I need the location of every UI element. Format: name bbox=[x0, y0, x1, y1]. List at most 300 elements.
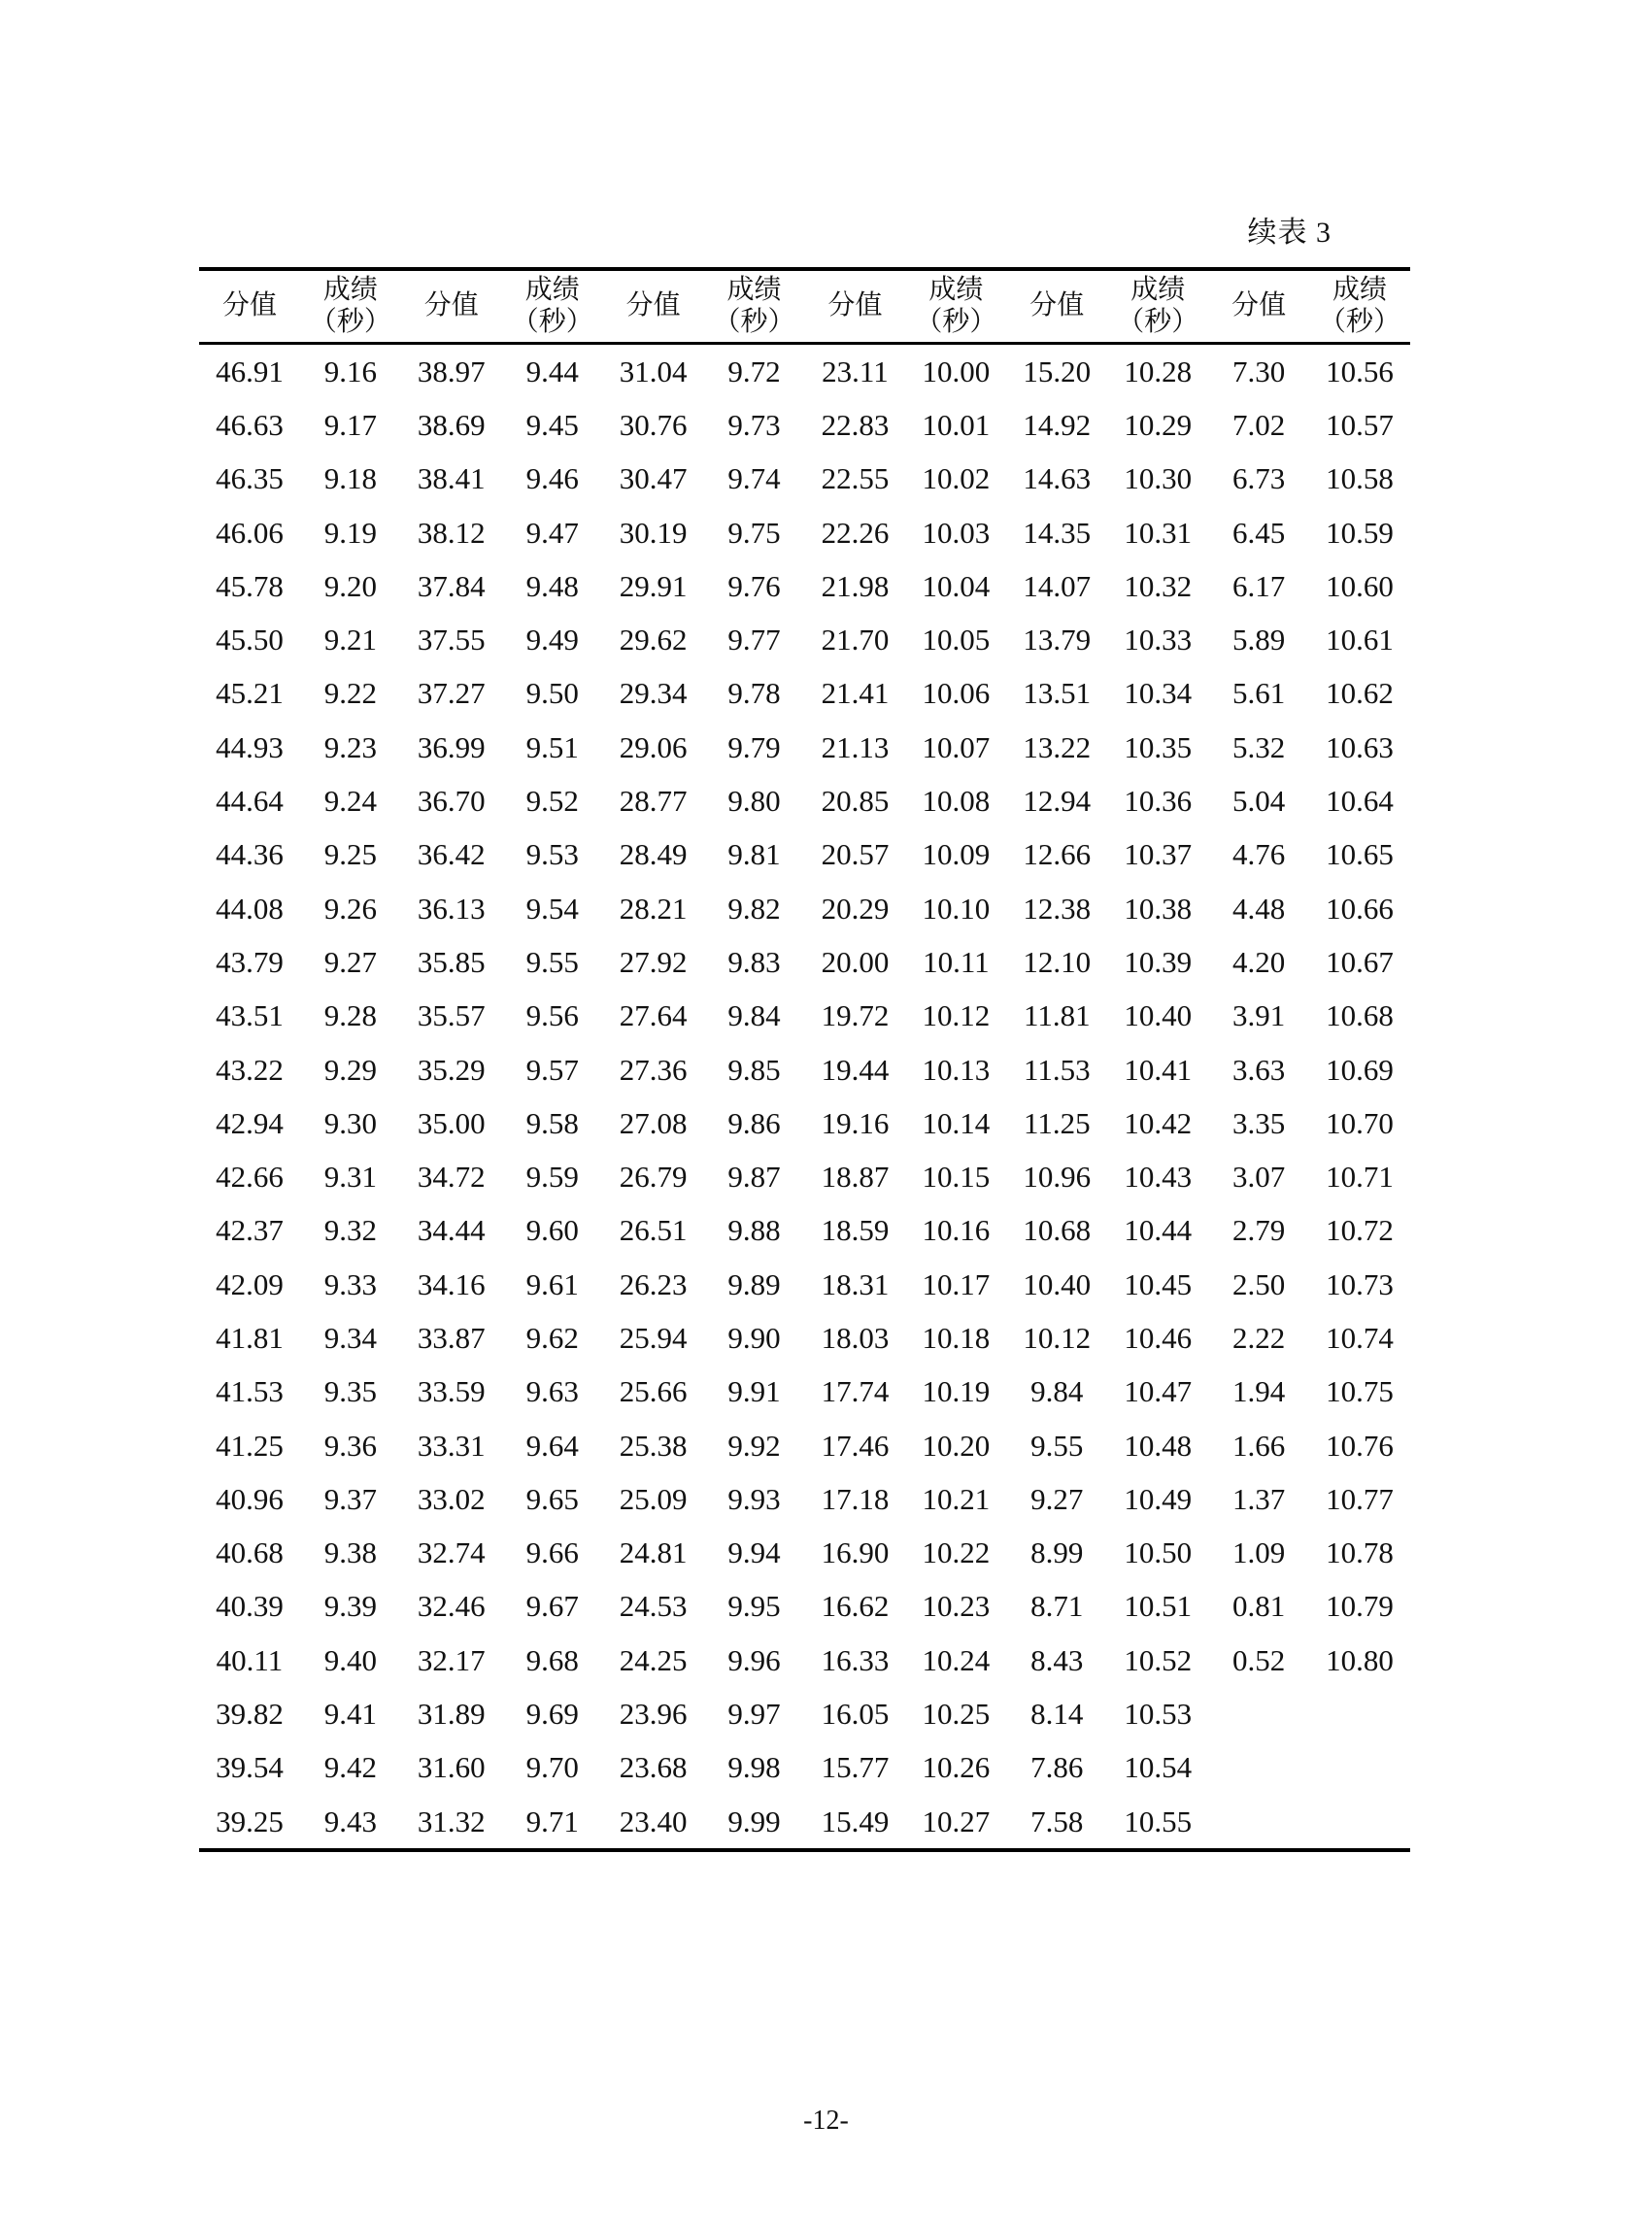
score-cell: 19.16 bbox=[821, 1105, 890, 1140]
score-cell: 23.68 bbox=[619, 1750, 688, 1785]
time-cell: 9.49 bbox=[525, 623, 579, 657]
time-cell: 9.41 bbox=[323, 1697, 377, 1732]
score-cell: 38.12 bbox=[417, 515, 486, 550]
time-cell: 10.47 bbox=[1124, 1374, 1193, 1409]
time-cell: 9.99 bbox=[727, 1804, 781, 1838]
score-cell: 45.78 bbox=[216, 568, 284, 603]
time-cell: 10.11 bbox=[923, 944, 990, 979]
score-cell: 27.08 bbox=[619, 1105, 688, 1140]
score-cell: 44.36 bbox=[216, 837, 284, 872]
time-cell: 9.91 bbox=[727, 1374, 781, 1409]
score-cell: 39.82 bbox=[216, 1697, 284, 1732]
score-cell bbox=[1208, 1795, 1309, 1848]
time-cell: 9.43 bbox=[323, 1804, 377, 1838]
score-cell: 4.48 bbox=[1231, 891, 1286, 926]
score-cell: 30.19 bbox=[619, 515, 688, 550]
score-cell: 43.51 bbox=[216, 998, 284, 1033]
time-cell: 10.46 bbox=[1124, 1320, 1193, 1355]
score-cell: 7.86 bbox=[1030, 1750, 1084, 1785]
time-cell: 10.49 bbox=[1124, 1481, 1193, 1516]
time-cell: 9.61 bbox=[525, 1266, 579, 1301]
score-cell: 22.83 bbox=[821, 407, 890, 442]
score-cell: 38.69 bbox=[417, 407, 486, 442]
score-cell: 25.38 bbox=[619, 1428, 688, 1463]
time-cell: 10.66 bbox=[1326, 891, 1394, 926]
score-cell: 8.43 bbox=[1030, 1642, 1084, 1677]
time-cell: 10.40 bbox=[1124, 998, 1193, 1033]
score-cell: 14.07 bbox=[1023, 568, 1092, 603]
score-cell bbox=[1208, 1687, 1309, 1740]
time-cell: 10.34 bbox=[1124, 676, 1193, 711]
header-time: 成绩 （秒） bbox=[915, 275, 997, 337]
score-cell: 8.71 bbox=[1030, 1589, 1084, 1624]
time-cell: 10.04 bbox=[922, 568, 991, 603]
score-cell: 40.39 bbox=[216, 1589, 284, 1624]
score-cell: 31.89 bbox=[417, 1697, 486, 1732]
score-cell: 37.84 bbox=[417, 568, 486, 603]
page-number: -12- bbox=[803, 2106, 849, 2136]
score-cell: 18.31 bbox=[821, 1266, 890, 1301]
score-cell: 36.70 bbox=[417, 784, 486, 819]
score-cell: 35.57 bbox=[417, 998, 486, 1033]
score-cell: 1.94 bbox=[1231, 1374, 1286, 1409]
score-cell: 12.10 bbox=[1023, 944, 1092, 979]
score-cell: 16.05 bbox=[821, 1697, 890, 1732]
time-cell: 10.29 bbox=[1124, 407, 1193, 442]
time-cell: 10.22 bbox=[922, 1535, 991, 1570]
header-time: 成绩 （秒） bbox=[1117, 275, 1199, 337]
score-cell: 44.08 bbox=[216, 891, 284, 926]
score-cell: 42.09 bbox=[216, 1266, 284, 1301]
time-cell: 9.78 bbox=[727, 676, 781, 711]
time-cell: 9.86 bbox=[727, 1105, 781, 1140]
score-cell: 24.25 bbox=[619, 1642, 688, 1677]
time-cell: 9.46 bbox=[525, 461, 579, 496]
time-cell: 9.70 bbox=[525, 1750, 579, 1785]
time-cell: 9.83 bbox=[727, 944, 781, 979]
time-cell: 10.15 bbox=[922, 1160, 991, 1195]
score-cell: 46.91 bbox=[216, 354, 284, 388]
time-cell: 9.77 bbox=[727, 623, 781, 657]
score-cell: 23.96 bbox=[619, 1697, 688, 1732]
score-cell: 8.99 bbox=[1030, 1535, 1084, 1570]
score-cell: 29.34 bbox=[619, 676, 688, 711]
score-cell: 36.42 bbox=[417, 837, 486, 872]
score-cell: 25.94 bbox=[619, 1320, 688, 1355]
time-cell: 9.53 bbox=[525, 837, 579, 872]
time-cell: 10.54 bbox=[1124, 1750, 1193, 1785]
score-cell: 23.40 bbox=[619, 1804, 688, 1838]
score-cell: 5.61 bbox=[1231, 676, 1286, 711]
score-cell: 38.97 bbox=[417, 354, 486, 388]
time-cell: 9.73 bbox=[727, 407, 781, 442]
time-cell: 10.70 bbox=[1326, 1105, 1394, 1140]
score-cell: 13.22 bbox=[1023, 729, 1092, 764]
score-cell: 18.87 bbox=[821, 1160, 890, 1195]
time-cell: 10.61 bbox=[1326, 623, 1394, 657]
score-cell: 33.87 bbox=[417, 1320, 486, 1355]
time-cell: 10.73 bbox=[1326, 1266, 1394, 1301]
score-cell: 16.62 bbox=[821, 1589, 890, 1624]
score-cell: 46.06 bbox=[216, 515, 284, 550]
score-cell: 35.85 bbox=[417, 944, 486, 979]
time-cell: 10.23 bbox=[922, 1589, 991, 1624]
score-cell: 20.85 bbox=[821, 784, 890, 819]
time-cell: 10.19 bbox=[922, 1374, 991, 1409]
time-cell: 9.17 bbox=[323, 407, 377, 442]
time-cell: 9.35 bbox=[323, 1374, 377, 1409]
time-cell: 9.98 bbox=[727, 1750, 781, 1785]
time-cell: 10.76 bbox=[1326, 1428, 1394, 1463]
score-cell: 29.62 bbox=[619, 623, 688, 657]
score-table bbox=[199, 267, 1410, 1852]
score-cell: 41.53 bbox=[216, 1374, 284, 1409]
time-cell: 10.48 bbox=[1124, 1428, 1193, 1463]
time-cell: 9.92 bbox=[727, 1428, 781, 1463]
score-cell: 25.09 bbox=[619, 1481, 688, 1516]
score-cell: 31.60 bbox=[417, 1750, 486, 1785]
score-cell: 10.12 bbox=[1023, 1320, 1092, 1355]
score-cell: 32.74 bbox=[417, 1535, 486, 1570]
time-cell: 10.35 bbox=[1124, 729, 1193, 764]
header-score: 分值 bbox=[221, 290, 277, 321]
score-cell: 36.13 bbox=[417, 891, 486, 926]
score-cell: 46.63 bbox=[216, 407, 284, 442]
score-cell: 41.81 bbox=[216, 1320, 284, 1355]
time-cell: 9.19 bbox=[323, 515, 377, 550]
time-cell: 9.18 bbox=[323, 461, 377, 496]
time-cell: 10.45 bbox=[1124, 1266, 1193, 1301]
score-cell: 40.96 bbox=[216, 1481, 284, 1516]
score-cell: 17.18 bbox=[821, 1481, 890, 1516]
time-cell: 10.42 bbox=[1124, 1105, 1193, 1140]
time-cell: 9.54 bbox=[525, 891, 579, 926]
score-cell: 11.25 bbox=[1023, 1105, 1091, 1140]
time-cell: 9.75 bbox=[727, 515, 781, 550]
time-cell: 10.31 bbox=[1124, 515, 1193, 550]
time-cell: 10.16 bbox=[922, 1213, 991, 1248]
score-cell: 9.27 bbox=[1030, 1481, 1084, 1516]
score-cell: 27.92 bbox=[619, 944, 688, 979]
score-cell: 5.89 bbox=[1231, 623, 1286, 657]
score-cell: 2.79 bbox=[1231, 1213, 1286, 1248]
score-cell: 17.74 bbox=[821, 1374, 890, 1409]
time-cell: 10.69 bbox=[1326, 1052, 1394, 1087]
time-cell: 9.66 bbox=[525, 1535, 579, 1570]
score-cell: 34.44 bbox=[417, 1213, 486, 1248]
score-cell: 30.76 bbox=[619, 407, 688, 442]
time-cell: 9.94 bbox=[727, 1535, 781, 1570]
time-cell: 10.10 bbox=[922, 891, 991, 926]
time-cell: 10.26 bbox=[922, 1750, 991, 1785]
score-cell: 18.59 bbox=[821, 1213, 890, 1248]
time-cell: 9.29 bbox=[323, 1052, 377, 1087]
score-cell: 32.17 bbox=[417, 1642, 486, 1677]
time-cell: 10.60 bbox=[1326, 568, 1394, 603]
time-cell: 10.09 bbox=[922, 837, 991, 872]
time-cell: 10.43 bbox=[1124, 1160, 1193, 1195]
score-cell: 9.55 bbox=[1030, 1428, 1084, 1463]
score-cell: 31.04 bbox=[619, 354, 688, 388]
header-time: 成绩 （秒） bbox=[713, 275, 795, 337]
score-cell: 37.27 bbox=[417, 676, 486, 711]
time-cell: 9.82 bbox=[727, 891, 781, 926]
score-cell: 39.54 bbox=[216, 1750, 284, 1785]
time-cell: 10.17 bbox=[922, 1266, 991, 1301]
score-cell: 33.59 bbox=[417, 1374, 486, 1409]
time-cell: 9.56 bbox=[525, 998, 579, 1033]
time-cell: 10.36 bbox=[1124, 784, 1193, 819]
table-continued-label: 续表 3 bbox=[1247, 217, 1332, 249]
time-cell: 10.13 bbox=[922, 1052, 991, 1087]
time-cell bbox=[1309, 1687, 1410, 1740]
time-cell: 10.28 bbox=[1124, 354, 1193, 388]
time-cell: 9.89 bbox=[727, 1266, 781, 1301]
time-cell: 9.47 bbox=[525, 515, 579, 550]
header-time: 成绩 （秒） bbox=[511, 275, 593, 337]
score-cell: 18.03 bbox=[821, 1320, 890, 1355]
time-cell: 9.64 bbox=[525, 1428, 579, 1463]
time-cell: 10.08 bbox=[922, 784, 991, 819]
score-cell: 14.63 bbox=[1023, 461, 1092, 496]
score-cell: 12.66 bbox=[1023, 837, 1092, 872]
time-cell: 10.03 bbox=[922, 515, 991, 550]
score-cell: 19.44 bbox=[821, 1052, 890, 1087]
time-cell: 10.78 bbox=[1326, 1535, 1394, 1570]
time-cell: 10.06 bbox=[922, 676, 991, 711]
header-score: 分值 bbox=[423, 290, 479, 321]
time-cell: 10.14 bbox=[922, 1105, 991, 1140]
score-cell: 12.94 bbox=[1023, 784, 1092, 819]
time-cell: 10.79 bbox=[1326, 1589, 1394, 1624]
time-cell: 10.32 bbox=[1124, 568, 1193, 603]
time-cell: 10.59 bbox=[1326, 515, 1394, 550]
score-cell: 14.92 bbox=[1023, 407, 1092, 442]
score-cell: 37.55 bbox=[417, 623, 486, 657]
time-cell: 10.39 bbox=[1124, 944, 1193, 979]
score-cell: 40.11 bbox=[216, 1642, 284, 1677]
score-cell: 20.00 bbox=[821, 944, 890, 979]
time-cell: 10.37 bbox=[1124, 837, 1193, 872]
score-cell: 14.35 bbox=[1023, 515, 1092, 550]
time-cell bbox=[1309, 1795, 1410, 1848]
score-cell: 7.30 bbox=[1231, 354, 1286, 388]
score-cell: 6.17 bbox=[1231, 568, 1286, 603]
time-cell: 10.24 bbox=[922, 1642, 991, 1677]
score-cell: 29.06 bbox=[619, 729, 688, 764]
time-cell: 9.72 bbox=[727, 354, 781, 388]
score-cell: 13.51 bbox=[1023, 676, 1092, 711]
header-time: 成绩 （秒） bbox=[1319, 275, 1401, 337]
score-cell: 26.23 bbox=[619, 1266, 688, 1301]
time-cell: 10.63 bbox=[1326, 729, 1394, 764]
score-cell: 6.73 bbox=[1231, 461, 1286, 496]
score-cell: 42.37 bbox=[216, 1213, 284, 1248]
score-cell: 45.50 bbox=[216, 623, 284, 657]
score-cell: 30.47 bbox=[619, 461, 688, 496]
score-cell: 0.81 bbox=[1231, 1589, 1286, 1624]
score-cell: 34.72 bbox=[417, 1160, 486, 1195]
time-cell: 9.37 bbox=[323, 1481, 377, 1516]
score-cell: 5.32 bbox=[1231, 729, 1286, 764]
time-cell: 9.45 bbox=[525, 407, 579, 442]
time-cell: 9.50 bbox=[525, 676, 579, 711]
time-cell: 9.95 bbox=[727, 1589, 781, 1624]
score-cell bbox=[1208, 1741, 1309, 1795]
score-cell: 11.81 bbox=[1023, 998, 1091, 1033]
score-cell: 32.46 bbox=[417, 1589, 486, 1624]
time-cell: 10.25 bbox=[922, 1697, 991, 1732]
score-cell: 3.35 bbox=[1231, 1105, 1286, 1140]
time-cell: 9.38 bbox=[323, 1535, 377, 1570]
time-cell: 10.80 bbox=[1326, 1642, 1394, 1677]
time-cell: 9.90 bbox=[727, 1320, 781, 1355]
time-cell: 9.84 bbox=[727, 998, 781, 1033]
score-cell: 1.37 bbox=[1231, 1481, 1286, 1516]
time-cell: 10.07 bbox=[922, 729, 991, 764]
score-cell: 3.07 bbox=[1231, 1160, 1286, 1195]
header-time: 成绩 （秒） bbox=[309, 275, 391, 337]
time-cell: 9.30 bbox=[323, 1105, 377, 1140]
score-cell: 12.38 bbox=[1023, 891, 1092, 926]
time-cell: 9.80 bbox=[727, 784, 781, 819]
time-cell: 9.69 bbox=[525, 1697, 579, 1732]
time-cell: 10.51 bbox=[1124, 1589, 1193, 1624]
time-cell: 9.42 bbox=[323, 1750, 377, 1785]
score-cell: 26.51 bbox=[619, 1213, 688, 1248]
score-cell: 16.33 bbox=[821, 1642, 890, 1677]
time-cell: 9.57 bbox=[525, 1052, 579, 1087]
time-cell: 9.24 bbox=[323, 784, 377, 819]
time-cell: 10.02 bbox=[922, 461, 991, 496]
time-cell: 9.20 bbox=[323, 568, 377, 603]
score-cell: 27.64 bbox=[619, 998, 688, 1033]
score-cell: 44.64 bbox=[216, 784, 284, 819]
score-cell: 43.22 bbox=[216, 1052, 284, 1087]
score-cell: 9.84 bbox=[1030, 1374, 1084, 1409]
header-score: 分值 bbox=[625, 290, 681, 321]
score-cell: 13.79 bbox=[1023, 623, 1092, 657]
score-cell: 35.29 bbox=[417, 1052, 486, 1087]
header-score: 分值 bbox=[1029, 290, 1085, 321]
time-cell: 9.31 bbox=[323, 1160, 377, 1195]
score-cell: 36.99 bbox=[417, 729, 486, 764]
time-cell: 10.74 bbox=[1326, 1320, 1394, 1355]
time-cell: 9.40 bbox=[323, 1642, 377, 1677]
time-cell: 10.55 bbox=[1124, 1804, 1193, 1838]
score-cell: 35.00 bbox=[417, 1105, 486, 1140]
score-cell: 17.46 bbox=[821, 1428, 890, 1463]
score-cell: 31.32 bbox=[417, 1804, 486, 1838]
score-cell: 1.09 bbox=[1231, 1535, 1286, 1570]
score-cell: 33.31 bbox=[417, 1428, 486, 1463]
score-cell: 15.49 bbox=[821, 1804, 890, 1838]
score-cell: 7.02 bbox=[1231, 407, 1286, 442]
time-cell: 9.48 bbox=[525, 568, 579, 603]
score-cell: 24.81 bbox=[619, 1535, 688, 1570]
time-cell: 10.12 bbox=[922, 998, 991, 1033]
time-cell: 10.64 bbox=[1326, 784, 1394, 819]
time-cell: 10.50 bbox=[1124, 1535, 1193, 1570]
score-cell: 38.41 bbox=[417, 461, 486, 496]
score-cell: 7.58 bbox=[1030, 1804, 1084, 1838]
time-cell: 9.58 bbox=[525, 1105, 579, 1140]
score-cell: 21.13 bbox=[821, 729, 890, 764]
score-cell: 21.98 bbox=[821, 568, 890, 603]
header-score: 分值 bbox=[1231, 290, 1287, 321]
score-cell: 40.68 bbox=[216, 1535, 284, 1570]
score-cell: 25.66 bbox=[619, 1374, 688, 1409]
time-cell: 9.44 bbox=[525, 354, 579, 388]
time-cell: 10.38 bbox=[1124, 891, 1193, 926]
time-cell: 10.57 bbox=[1326, 407, 1394, 442]
score-cell: 1.66 bbox=[1231, 1428, 1286, 1463]
score-cell: 33.02 bbox=[417, 1481, 486, 1516]
time-cell: 9.62 bbox=[525, 1320, 579, 1355]
time-cell: 10.67 bbox=[1326, 944, 1394, 979]
time-cell: 10.58 bbox=[1326, 461, 1394, 496]
time-cell: 10.52 bbox=[1124, 1642, 1193, 1677]
score-cell: 34.16 bbox=[417, 1266, 486, 1301]
score-cell: 42.66 bbox=[216, 1160, 284, 1195]
time-cell: 9.63 bbox=[525, 1374, 579, 1409]
time-cell: 10.75 bbox=[1326, 1374, 1394, 1409]
time-cell: 10.72 bbox=[1326, 1213, 1394, 1248]
time-cell: 9.59 bbox=[525, 1160, 579, 1195]
score-cell: 43.79 bbox=[216, 944, 284, 979]
time-cell: 9.16 bbox=[323, 354, 377, 388]
score-cell: 44.93 bbox=[216, 729, 284, 764]
time-cell: 10.44 bbox=[1124, 1213, 1193, 1248]
time-cell: 10.21 bbox=[922, 1481, 991, 1516]
time-cell: 10.71 bbox=[1326, 1160, 1394, 1195]
time-cell: 10.56 bbox=[1326, 354, 1394, 388]
time-cell: 9.28 bbox=[323, 998, 377, 1033]
score-cell: 8.14 bbox=[1030, 1697, 1084, 1732]
score-cell: 26.79 bbox=[619, 1160, 688, 1195]
time-cell: 10.27 bbox=[922, 1804, 991, 1838]
time-cell: 9.67 bbox=[525, 1589, 579, 1624]
time-cell: 10.33 bbox=[1124, 623, 1193, 657]
time-cell: 9.51 bbox=[525, 729, 579, 764]
time-cell: 9.39 bbox=[323, 1589, 377, 1624]
score-cell: 24.53 bbox=[619, 1589, 688, 1624]
time-cell: 9.60 bbox=[525, 1213, 579, 1248]
time-cell: 9.71 bbox=[525, 1804, 579, 1838]
score-cell: 29.91 bbox=[619, 568, 688, 603]
time-cell: 9.52 bbox=[525, 784, 579, 819]
time-cell: 9.74 bbox=[727, 461, 781, 496]
score-cell: 22.55 bbox=[821, 461, 890, 496]
score-cell: 4.20 bbox=[1231, 944, 1286, 979]
score-cell: 2.50 bbox=[1231, 1266, 1286, 1301]
score-cell: 2.22 bbox=[1231, 1320, 1286, 1355]
header-score: 分值 bbox=[827, 290, 883, 321]
score-cell: 3.91 bbox=[1231, 998, 1286, 1033]
time-cell: 9.96 bbox=[727, 1642, 781, 1677]
time-cell: 9.23 bbox=[323, 729, 377, 764]
time-cell: 10.30 bbox=[1124, 461, 1193, 496]
time-cell: 9.55 bbox=[525, 944, 579, 979]
score-cell: 21.70 bbox=[821, 623, 890, 657]
score-cell: 22.26 bbox=[821, 515, 890, 550]
time-cell: 10.53 bbox=[1124, 1697, 1193, 1732]
time-cell: 9.88 bbox=[727, 1213, 781, 1248]
score-cell: 20.57 bbox=[821, 837, 890, 872]
time-cell: 10.05 bbox=[922, 623, 991, 657]
score-cell: 10.40 bbox=[1023, 1266, 1092, 1301]
score-cell: 4.76 bbox=[1231, 837, 1286, 872]
